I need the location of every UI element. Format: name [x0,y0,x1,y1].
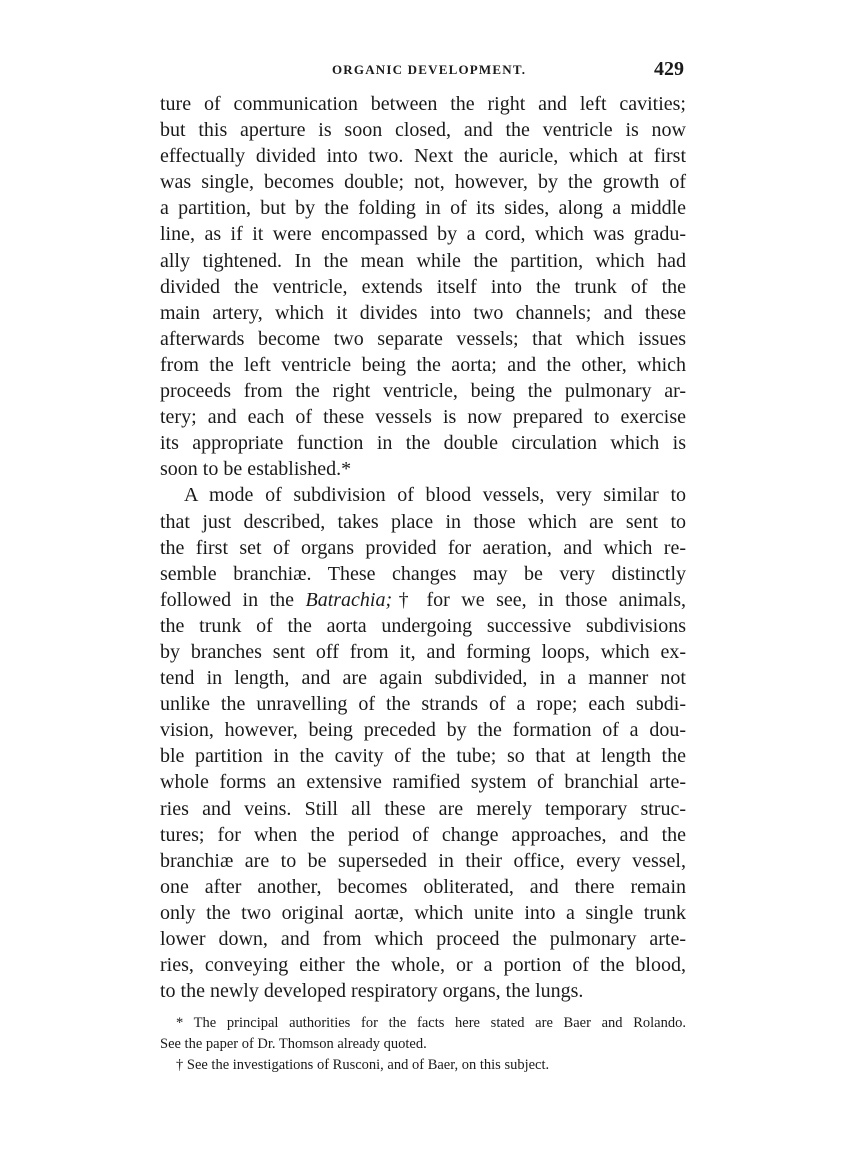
text-line: its appropriate function in the double circulation which is [160,432,686,455]
body-text [160,91,686,1004]
text-line: but this aperture is soon closed, and the ventricle is now [160,119,686,142]
text-line: ture of communication between the right and left cavities; [160,93,686,115]
text-line: vision, however, being preceded by the formation of a dou- [160,719,686,742]
text-line: proceeds from the right ventricle, being the pulmonary ar- [160,380,686,403]
text-line: semble branchiæ. These changes may be very distinctly [160,562,686,585]
text-line: main artery, which it divides into two channels; and these [160,301,686,324]
text-line: was single, becomes double; not, however, by the growth of [160,171,686,194]
text-line: to the newly developed respiratory organs, the lungs. [160,980,584,1003]
text-line: effectually divided into two. Next the auricle, which at first [160,145,686,168]
text-line: ries, conveying either the whole, or a portion of the blood, [160,954,686,977]
text-line: that just described, takes place in those which are sent to [160,510,686,533]
text-line: the first set of organs provided for aeration, and which re- [160,536,686,559]
text-line: lower down, and from which proceed the pulmonary arte- [160,928,686,950]
text-line: line, as if it were encompassed by a cord, which was gradu- [160,223,686,246]
text-line: ries and veins. Still all these are merely temporary struc- [160,797,686,820]
text-segment: † for we see, in those animals, [392,588,686,611]
text-line: tures; for when the period of change approaches, and the [160,823,686,846]
text-line: only the two original aortæ, which unite into a single trunk [160,901,686,924]
footnote-line: See the paper of Dr. Thomson already quoted. [160,1036,427,1052]
running-head [160,58,686,88]
footnote-line: * The principal authorities for the facts here stated are Baer and Rolando. [176,1015,686,1031]
running-title: ORGANIC DEVELOPMENT. [332,62,527,77]
text-line: soon to be established.* [160,458,352,481]
footnotes [160,1013,686,1076]
page-number: 429 [654,58,684,80]
text-line: whole forms an extensive ramified system of branchial arte- [160,771,686,794]
text-line: by branches sent off from it, and forming loops, which ex- [160,640,686,663]
text-line: ally tightened. In the mean while the partition, which had [160,249,686,272]
text-line: afterwards become two separate vessels; that which issues [160,327,686,350]
text-line: branchiæ are to be superseded in their office, every vessel, [160,849,686,872]
text-line: a partition, but by the folding in of its sides, along a middle [160,197,686,220]
text-segment: followed in the [160,588,295,611]
text-line-with-italic [160,587,686,613]
footnote-line: † See the investigations of Rusconi, and of Baer, on this subject. [176,1057,550,1073]
text-line: tend in length, and are again subdivided, in a manner not [160,667,686,690]
text-line: divided the ventricle, extends itself into the trunk of the [160,275,686,298]
text-line: ble partition in the cavity of the tube; so that at length the [160,745,686,768]
text-line: one after another, becomes obliterated, and there remain [160,875,686,898]
italic-term: Batrachia; [305,588,393,611]
text-line: unlike the unravelling of the strands of a rope; each subdi- [160,693,686,716]
text-line: the trunk of the aorta undergoing successive subdivisions [160,614,686,637]
text-line: from the left ventricle being the aorta; and the other, which [160,353,686,376]
text-line: tery; and each of these vessels is now prepared to exercise [160,406,686,429]
paragraph-start-line: A mode of subdivision of blood vessels, very similar to [184,484,686,507]
